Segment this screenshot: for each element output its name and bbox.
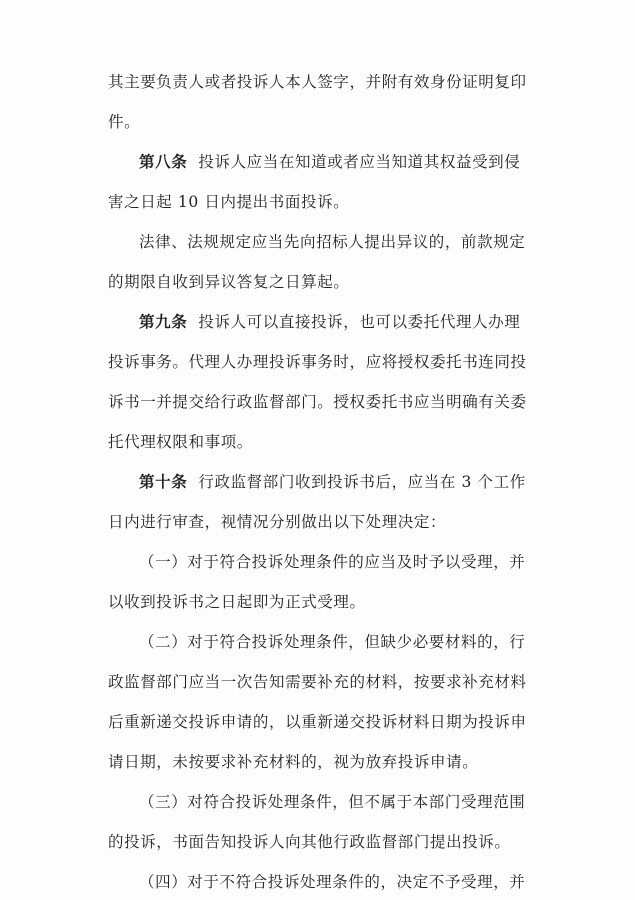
text-line: （一）对于符合投诉处理条件的应当及时予以受理，并 [139,553,526,571]
text-line: 害之日起 10 日内提出书面投诉。 [108,193,350,211]
text-span: 行政监督部门收到投诉书后，应当在 3 个工作 [198,473,526,491]
article-heading: 第九条 [139,313,188,331]
text-line: 件。 [108,113,141,131]
text-line: 日内进行审查，视情况分别做出以下处理决定： [108,513,447,531]
article-heading: 第八条 [139,153,188,171]
text-line: 诉书一并提交给行政监督部门。授权委托书应当明确有关委 [108,393,527,411]
article-8-line [108,150,520,172]
article-10-line [108,470,526,492]
article-heading: 第十条 [139,473,188,491]
text-span: 投诉人应当在知道或者应当知道其权益受到侵 [198,153,521,171]
text-line: 的投诉，书面告知投诉人向其他行政监督部门提出投诉。 [108,833,511,851]
text-line: （二）对于符合投诉处理条件，但缺少必要材料的，行 [139,633,526,651]
text-line: 后重新递交投诉申请的，以重新递交投诉材料日期为投诉申 [108,713,527,731]
text-line: 政监督部门应当一次告知需要补充的材料，按要求补充材料 [108,673,527,691]
text-line: 其主要负责人或者投诉人本人签字，并附有效身份证明复印 [108,73,527,91]
text-line: 以收到投诉书之日起即为正式受理。 [108,593,366,611]
text-line: 的期限自收到异议答复之日算起。 [108,273,350,291]
text-line: 请日期，未按要求补充材料的，视为放弃投诉申请。 [108,753,479,771]
text-line: 托代理权限和事项。 [108,433,253,451]
text-line: （四）对于不符合投诉处理条件的，决定不予受理，并 [139,873,526,891]
text-line: （三）对符合投诉处理条件，但不属于本部门受理范围 [139,793,526,811]
text-span: 投诉人可以直接投诉，也可以委托代理人办理 [198,313,521,331]
text-line: 投诉事务。代理人办理投诉事务时，应将授权委托书连同投 [108,353,527,371]
article-9-line [108,310,520,332]
text-line: 法律、法规规定应当先向招标人提出异议的，前款规定 [139,233,526,251]
